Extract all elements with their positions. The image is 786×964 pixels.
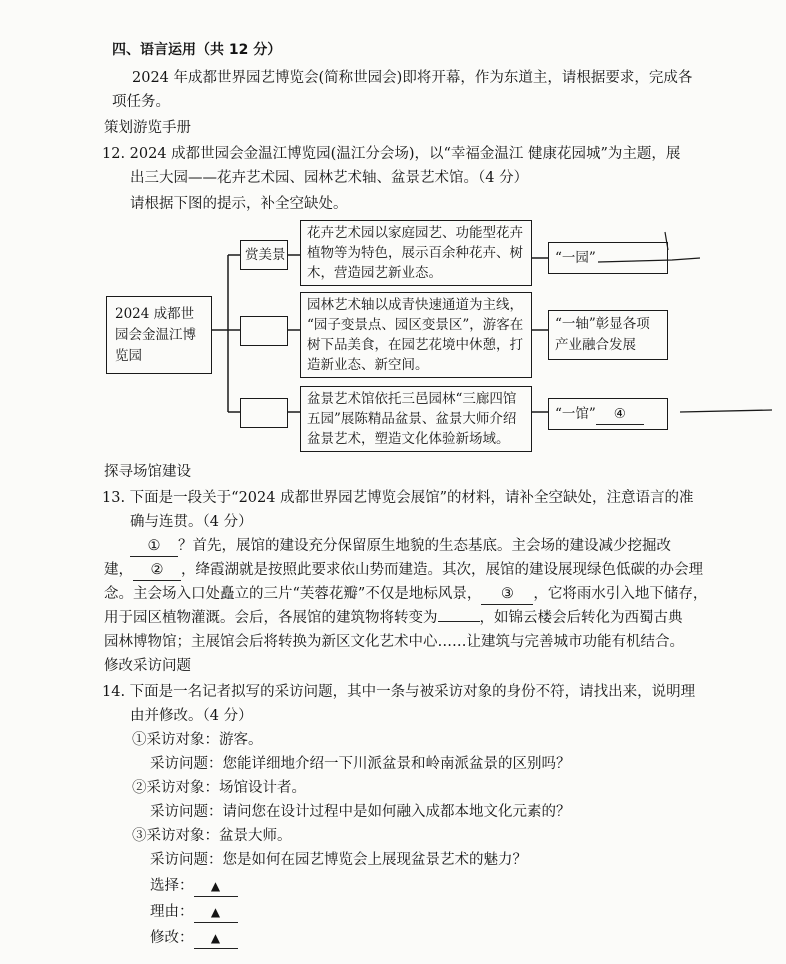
root-line-1: 2024 成都世 bbox=[115, 306, 195, 322]
right-3-prefix: “一馆” bbox=[555, 406, 596, 422]
box1-line-3: 木，营造园艺新业态。 bbox=[307, 265, 442, 281]
q13-para-line-2 bbox=[104, 560, 703, 581]
blank-3[interactable] bbox=[481, 584, 533, 605]
blank-1-mark: ① bbox=[147, 538, 161, 554]
q13-para-line-5: 园林博物馆；主展馆会后将转换为新区文化艺术中心……让建筑与完善城市功能有机结合。 bbox=[104, 634, 684, 650]
answer-choose-label: 选择： bbox=[150, 878, 194, 894]
para-4-start: 用于园区植物灌溉。会后，各展馆的建筑物将转变为 bbox=[104, 610, 438, 626]
blank-2[interactable] bbox=[133, 560, 181, 581]
part2-heading: 探寻场馆建设 bbox=[104, 464, 191, 480]
section-title: 四、语言运用（共 12 分） bbox=[112, 42, 282, 58]
para-2-start: 建， bbox=[104, 562, 133, 578]
answer-modify-mark: ▲ bbox=[210, 931, 221, 945]
item-2-question: 采访问题：请问您在设计过程中是如何融入成都本地文化元素的？ bbox=[150, 804, 571, 820]
q13-para-line-1 bbox=[130, 536, 671, 557]
q13-para-line-3 bbox=[104, 584, 707, 605]
right-1-label: “一园” bbox=[555, 250, 596, 266]
answer-modify-blank[interactable] bbox=[194, 928, 238, 949]
answer-modify-label: 修改： bbox=[150, 930, 194, 946]
box2-line-3: 树下品美食，在园艺花境中休憩，打 bbox=[307, 337, 523, 353]
answer-reason-label: 理由： bbox=[150, 904, 194, 920]
intro-line-2: 项任务。 bbox=[112, 94, 170, 110]
right-box-1 bbox=[548, 242, 668, 274]
box2-line-1: 园林艺术轴以成青快速通道为主线， bbox=[307, 297, 523, 313]
para-1-text: ？首先，展馆的建设充分保留原生地貌的生态基底。主会场的建设减少挖掘改 bbox=[178, 538, 671, 554]
box3-line-3: 盆景艺术，塑造文化体验新场域。 bbox=[307, 431, 510, 447]
desc-box-flower-garden bbox=[300, 220, 532, 286]
blank-4[interactable] bbox=[438, 621, 480, 622]
root-box bbox=[106, 296, 212, 374]
item-2-target: ②采访对象：场馆设计者。 bbox=[132, 780, 306, 796]
part3-heading: 修改采访问题 bbox=[104, 658, 191, 674]
para-3-text: ，它将雨水引入地下储存， bbox=[533, 586, 708, 602]
branch-box-2-blank bbox=[240, 316, 288, 346]
desc-box-garden-axis bbox=[300, 292, 532, 378]
q12-line-2: 出三大园——花卉艺术园、园林艺术轴、盆景艺术馆。（4 分） bbox=[130, 170, 529, 186]
item-1-question: 采访问题：您能详细地介绍一下川派盆景和岭南派盆景的区别吗？ bbox=[150, 756, 571, 772]
branch-box-1 bbox=[240, 240, 288, 270]
root-line-3: 览园 bbox=[115, 348, 142, 364]
desc-box-bonsai-hall bbox=[300, 386, 532, 452]
answer-reason-mark: ▲ bbox=[210, 905, 221, 919]
blank-2-mark: ② bbox=[150, 562, 164, 578]
intro-line-1: 2024 年成都世界园艺博览会(简称世园会)即将开幕，作为东道主，请根据要求，完成各 bbox=[132, 70, 693, 86]
para-4-text: ，如锦云楼会后转化为西蜀古典 bbox=[479, 610, 683, 626]
q12-line-3: 请根据下图的提示，补全空缺处。 bbox=[130, 196, 348, 212]
blank-1[interactable] bbox=[130, 536, 178, 557]
blank-3-mark: ③ bbox=[500, 586, 514, 602]
part1-heading: 策划游览手册 bbox=[104, 120, 191, 136]
para-2-text: ，绛霞湖就是按照此要求依山势而建造。其次，展馆的建设展现绿色低碳的办会理 bbox=[181, 562, 703, 578]
right-2-line-1: “一轴”彰显各项 bbox=[555, 316, 650, 332]
box2-line-4: 造新业态、新空间。 bbox=[307, 357, 429, 373]
box2-line-2: “园子变景点、园区变景区”，游客在 bbox=[307, 317, 524, 333]
box3-line-1: 盆景艺术馆依托三邑园林“三廊四馆 bbox=[307, 391, 517, 407]
box1-line-1: 花卉艺术园以家庭园艺、功能型花卉 bbox=[307, 225, 523, 241]
q13-line-1: 13. 下面是一段关于“2024 成都世界园艺博览会展馆”的材料，请补全空缺处，注意语言的准 bbox=[102, 490, 694, 506]
answer-choose-blank[interactable] bbox=[194, 876, 238, 897]
answer-reason-row bbox=[150, 902, 238, 923]
right-3-blank[interactable] bbox=[596, 404, 644, 425]
right-2-line-2: 产业融合发展 bbox=[555, 337, 636, 353]
right-box-3 bbox=[548, 398, 668, 430]
right-box-2 bbox=[548, 310, 668, 360]
root-line-2: 园会金温江博 bbox=[115, 327, 196, 343]
q12-line-1: 12. 2024 成都世园会金温江博览园(温江分会场)，以“幸福金温江 健康花园城”为主题，展 bbox=[102, 146, 681, 162]
branch-box-3-blank bbox=[240, 398, 288, 428]
q13-para-line-4 bbox=[104, 608, 683, 628]
item-1-target: ①采访对象：游客。 bbox=[132, 732, 263, 748]
answer-reason-blank[interactable] bbox=[194, 902, 238, 923]
q14-line-2: 由并修改。（4 分） bbox=[130, 708, 253, 724]
box1-line-2: 植物等为特色，展示百余种花卉、树 bbox=[307, 245, 523, 261]
para-3-start: 念。主会场入口处矗立的三片“芙蓉花瓣”不仅是地标风景， bbox=[104, 586, 482, 602]
item-3-target: ③采访对象：盆景大师。 bbox=[132, 828, 292, 844]
blank-4-mark: ④ bbox=[613, 406, 626, 422]
answer-choose-row bbox=[150, 876, 238, 897]
branch-label-1: 赏美景 bbox=[245, 247, 286, 263]
right-3-label bbox=[555, 404, 644, 425]
q13-line-2: 确与连贯。（4 分） bbox=[130, 514, 253, 530]
answer-modify-row bbox=[150, 928, 238, 949]
answer-choose-mark: ▲ bbox=[210, 879, 221, 893]
box3-line-2: 五园”展陈精品盆景、盆景大师介绍 bbox=[307, 411, 517, 427]
q14-line-1: 14. 下面是一名记者拟写的采访问题，其中一条与被采访对象的身份不符，请找出来，说明理 bbox=[102, 684, 696, 700]
item-3-question: 采访问题：您是如何在园艺博览会上展现盆景艺术的魅力？ bbox=[150, 852, 527, 868]
